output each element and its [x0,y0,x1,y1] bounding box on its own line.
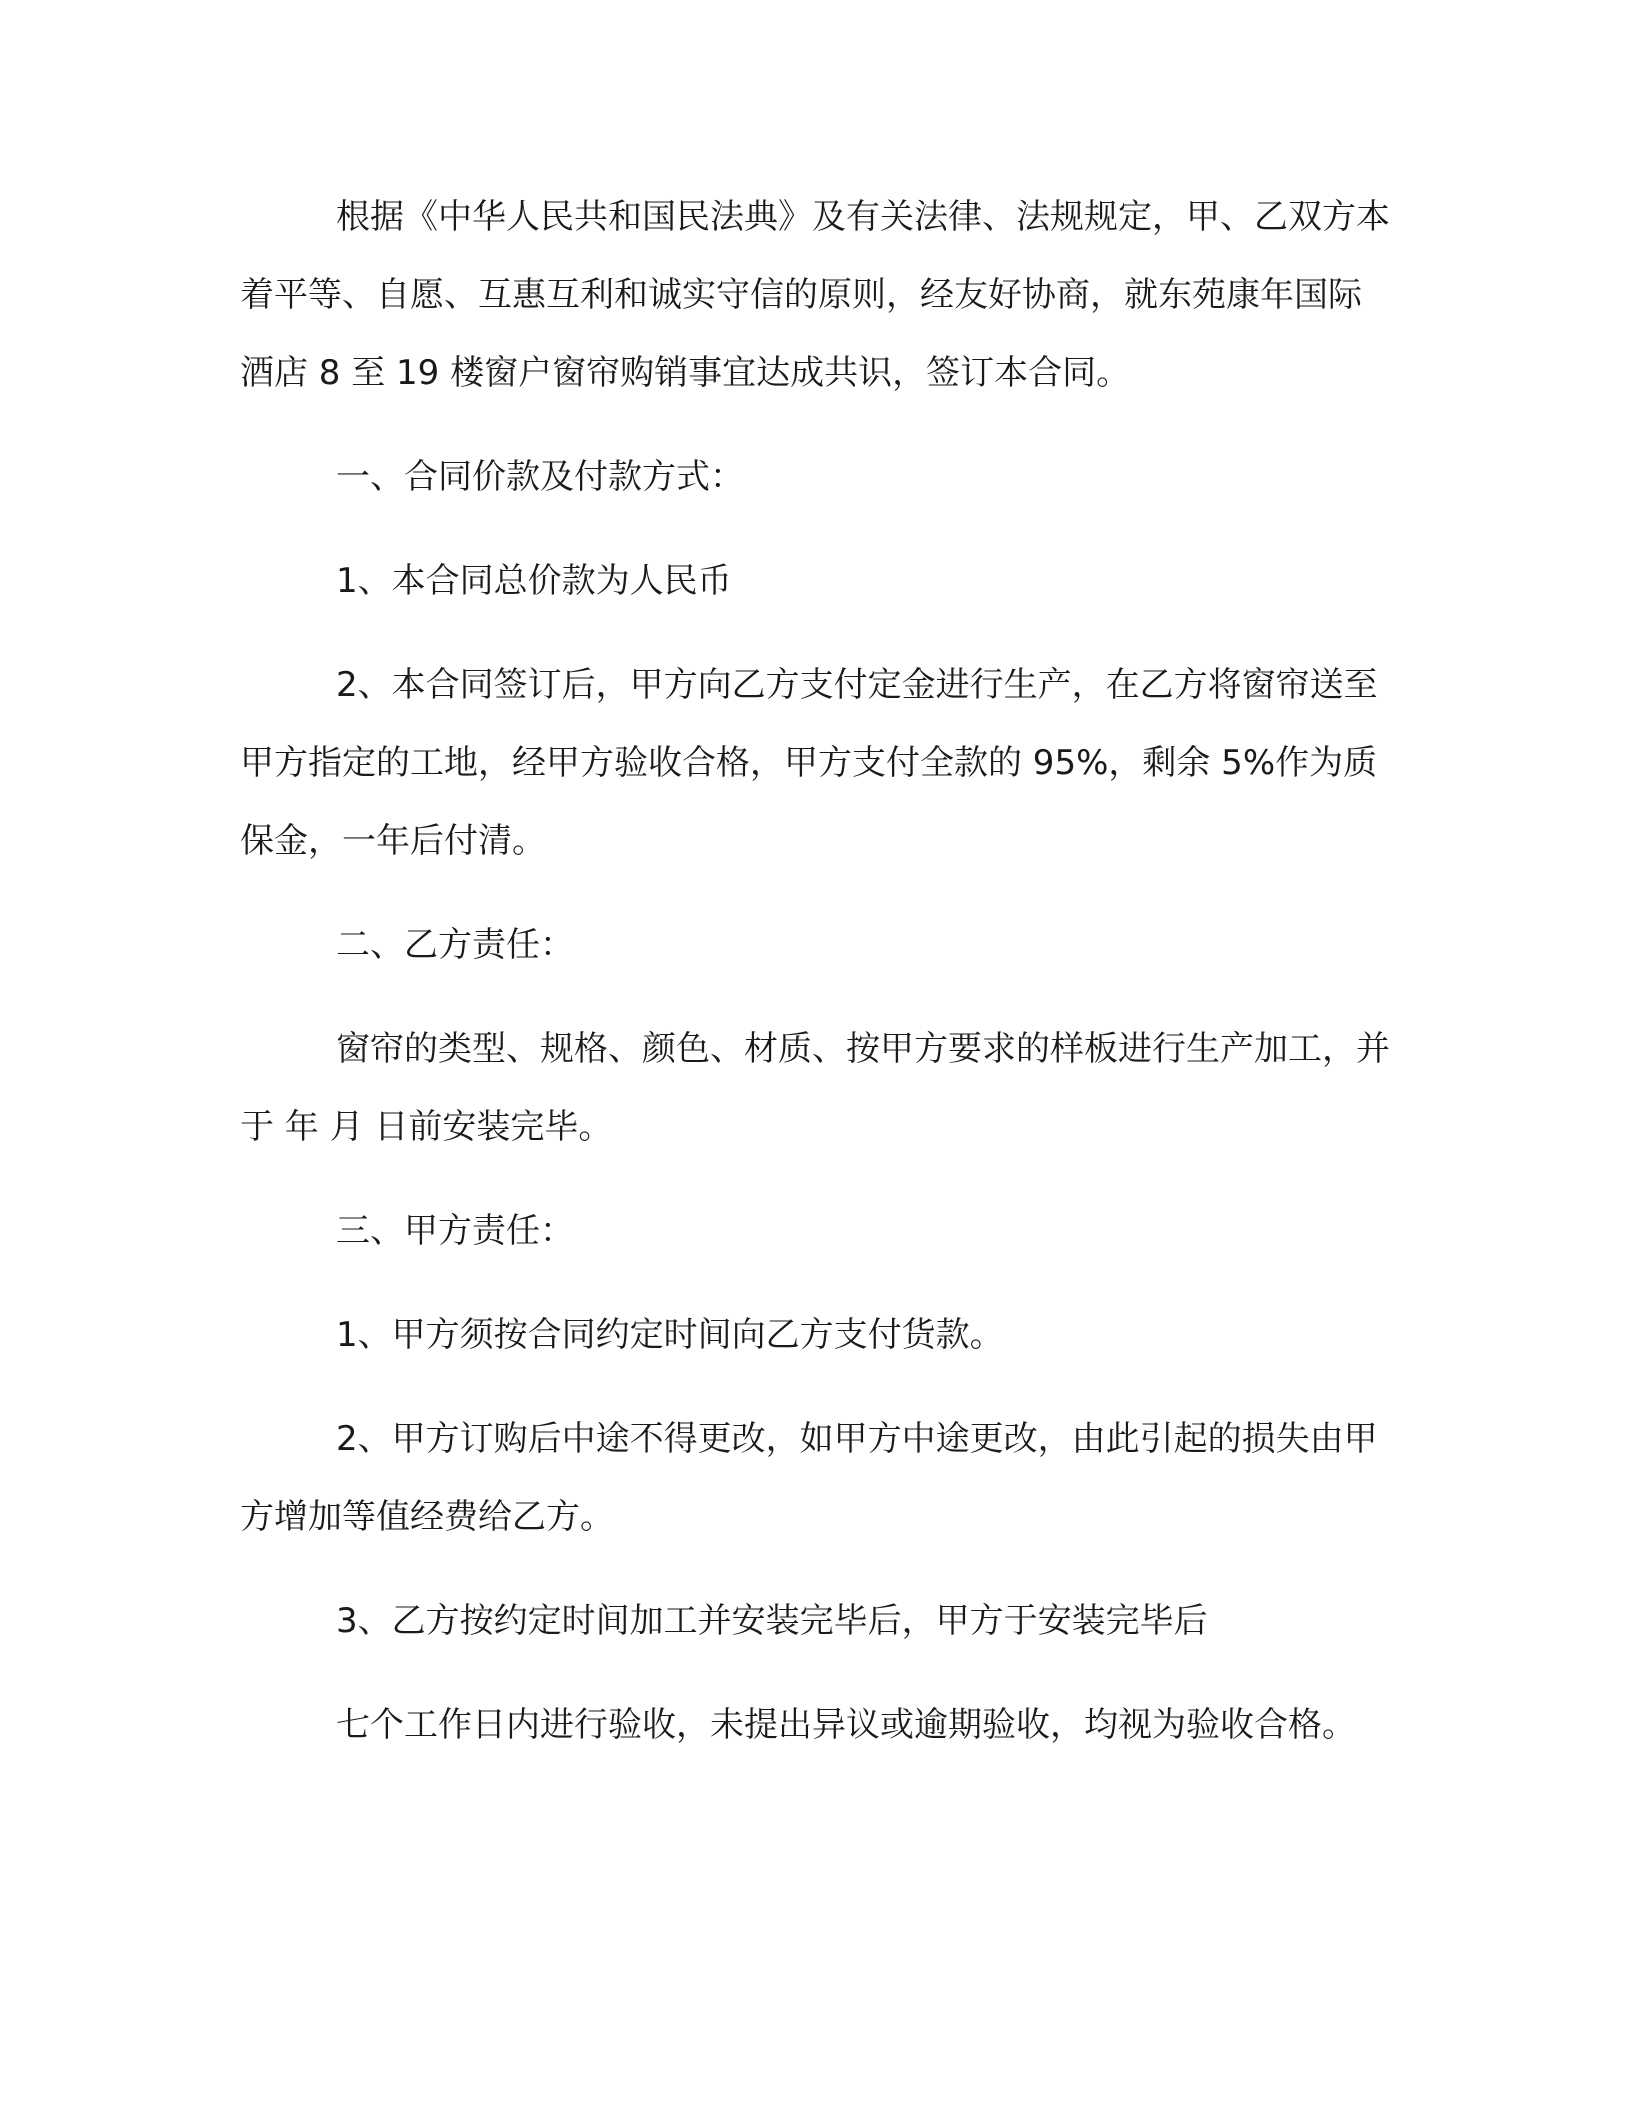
contract-body [240,178,1390,1790]
section-3-item-2: 2、甲方订购后中途不得更改，如甲方中途更改，由此引起的损失由甲方增加等值经费给乙方。 [240,1419,1378,1537]
intro-paragraph: 根据《中华人民共和国民法典》及有关法律、法规规定，甲、乙双方本着平等、自愿、互惠互利和诚实守信的原则，经友好协商，就东苑康年国际酒店 8 至 19 楼窗户窗帘购销事宜达成共识，签订本合同。 [240,197,1390,393]
section-3-item-3: 3、乙方按约定时间加工并安装完毕后，甲方于安装完毕后 [336,1601,1208,1641]
section-1-heading: 一、合同价款及付款方式： [336,457,744,497]
section-3-heading: 三、甲方责任： [336,1211,574,1251]
section-1-item-1: 1、本合同总价款为人民币 [336,561,732,601]
section-3-item-3-cont: 七个工作日内进行验收，未提出异议或逾期验收，均视为验收合格。 [336,1705,1356,1745]
section-1-item-2: 2、本合同签订后，甲方向乙方支付定金进行生产，在乙方将窗帘送至甲方指定的工地，经甲方验收合格，甲方支付全款的 95%，剩余 5%作为质保金，一年后付清。 [240,665,1378,861]
section-3-item-1: 1、甲方须按合同约定时间向乙方支付货款。 [336,1315,1004,1355]
section-2-heading: 二、乙方责任： [336,925,574,965]
section-2-body: 窗帘的类型、规格、颜色、材质、按甲方要求的样板进行生产加工，并于 年 月 日前安装完毕。 [240,1029,1390,1147]
